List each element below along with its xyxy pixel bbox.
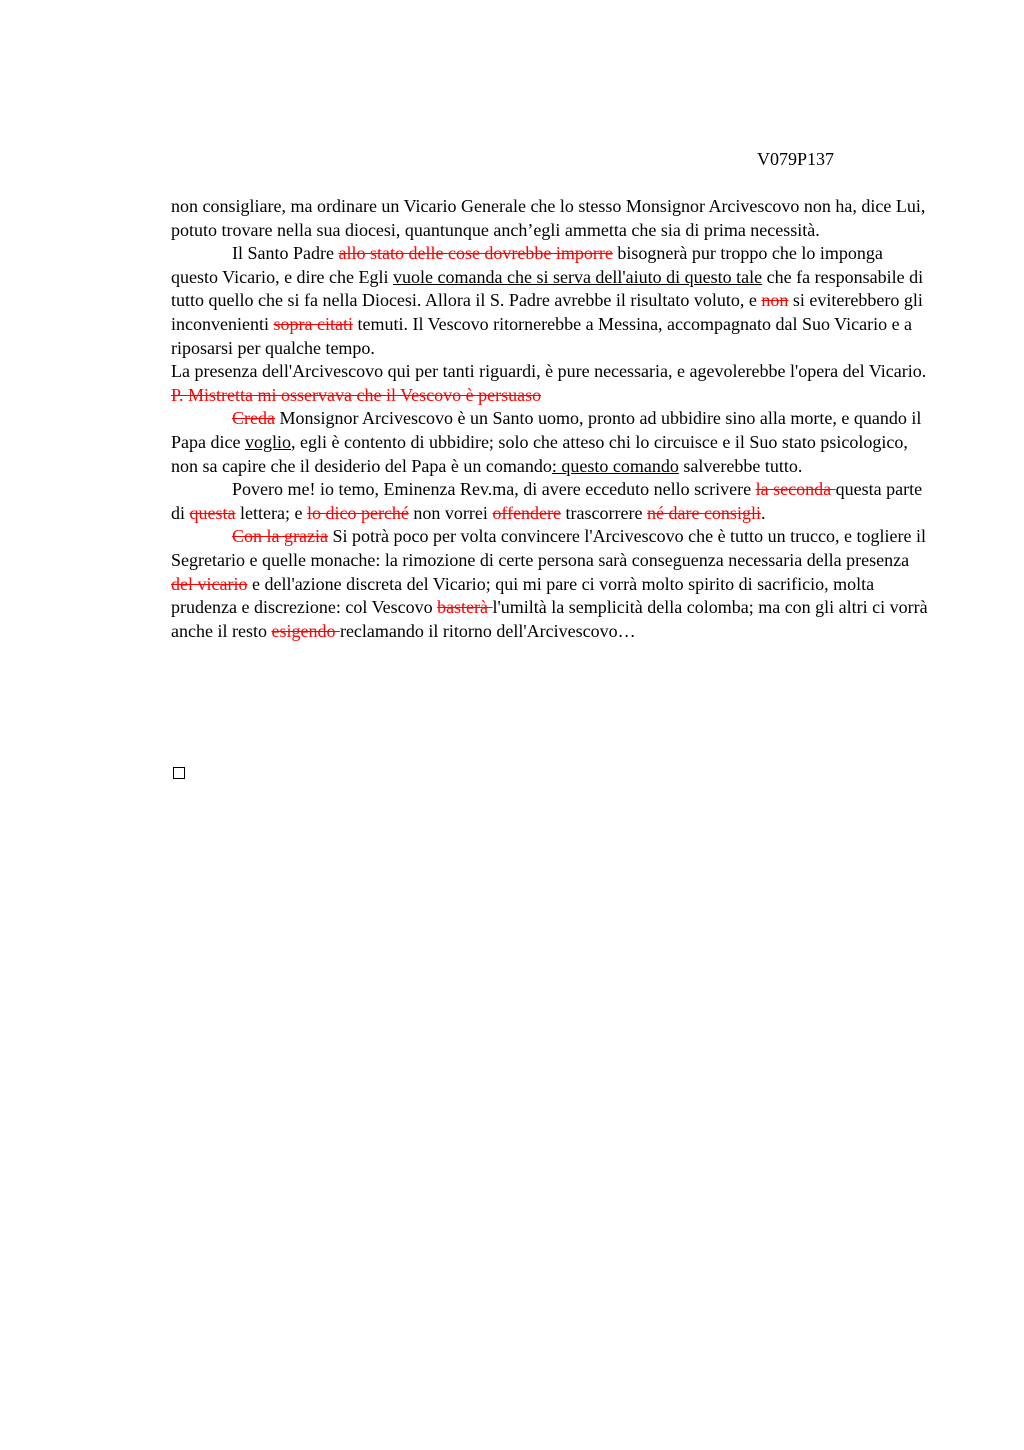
text-segment: salverebbe tutto. (678, 455, 803, 476)
deleted-text: sopra citati (273, 313, 353, 334)
deleted-text: né dare consigli (646, 502, 761, 523)
deleted-text: P. Mistretta mi osservava che il Vescovo è persuaso (171, 384, 542, 405)
deleted-text: basterà (437, 597, 493, 618)
paragraph-4 (171, 478, 931, 525)
deleted-text: offendere (492, 502, 562, 523)
text-segment: Monsignor Arcivescovo è un Santo uomo, pronto ad ubbidire sino alla morte, e quando il Papa dice (171, 408, 922, 452)
text-segment: Povero me! io temo, Eminenza Rev.ma, di avere ecceduto nello scrivere (232, 479, 756, 500)
paragraph-5 (171, 525, 931, 643)
text-segment: reclamando il ritorno dell'Arcivescovo… (339, 620, 636, 641)
deleted-text: Con la grazia (232, 526, 328, 547)
page-identifier: V079P137 (757, 149, 835, 169)
text-segment: La presenza dell'Arcivescovo qui per tanti riguardi, è pure necessaria, e agevolerebbe l'opera del Vicario. (171, 361, 927, 382)
text-segment: questa parte di (171, 479, 923, 523)
deleted-text: Creda (232, 408, 275, 429)
underlined-text: voglio (244, 431, 291, 452)
underlined-text: vuole comanda che si serva dell'aiuto di questo tale (393, 266, 763, 287)
square-outline-icon (173, 767, 185, 779)
text-segment: non vorrei (408, 502, 493, 523)
paragraph-1 (171, 195, 931, 242)
text-segment: Si potrà poco per volta convincere l'Arcivescovo che è tutto un trucco, e togliere il Segretario e quelle monache: la rimozione di certe persona sarà conseguenza necessaria della presenza (171, 526, 927, 570)
deleted-text: del vicario (171, 573, 248, 594)
letter-body (171, 195, 931, 643)
text-segment: temuti. Il Vescovo ritornerebbe a Messina, accompagnato dal Suo Vicario e a riposarsi per qualche tempo. (171, 313, 913, 358)
underlined-text: : questo comando (551, 455, 679, 476)
text-segment: . (760, 502, 766, 523)
deleted-text: questa (189, 502, 236, 523)
text-segment: l'umiltà la semplicità della colomba; ma con gli altri ci vorrà anche il resto (171, 597, 928, 641)
paragraph-3 (171, 407, 931, 478)
text-segment: trascorrere (561, 502, 647, 523)
deleted-text: allo stato delle cose dovrebbe imporre (338, 243, 613, 264)
text-segment: e dell'azione discreta del Vicario; qui mi pare ci vorrà molto spirito di sacrificio, molta prudenza e discrezione: col Vescovo (171, 573, 875, 618)
text-segment: che fa responsabile di tutto quello che si fa nella Diocesi. Allora il S. Padre avrebbe il risultato voluto, e (171, 266, 924, 311)
text-segment: non consigliare, ma ordinare un Vicario Generale che lo stesso Monsignor Arcivescovo non ha, dice Lui, potuto trovare nella sua diocesi, quantunque anch’egli ammetta che sia di prima necessità. (171, 196, 926, 240)
deleted-text: esigendo (271, 620, 340, 641)
deleted-text: la seconda (755, 479, 836, 500)
deleted-text: lo dico perché (306, 502, 409, 523)
text-segment: si eviterebbero gli inconvenienti (171, 290, 923, 334)
text-segment: bisognerà pur troppo che lo imponga questo Vicario, e dire che Egli (171, 243, 883, 287)
deleted-text: non (761, 290, 789, 311)
text-segment: lettera; e (235, 502, 307, 523)
paragraph-2 (171, 242, 931, 407)
text-segment: , egli è contento di ubbidire; solo che atteso chi lo circuisce e il Suo stato psicologico, non sa capire che il desiderio del Papa è un comando (171, 431, 908, 476)
text-segment: Il Santo Padre (232, 243, 339, 264)
